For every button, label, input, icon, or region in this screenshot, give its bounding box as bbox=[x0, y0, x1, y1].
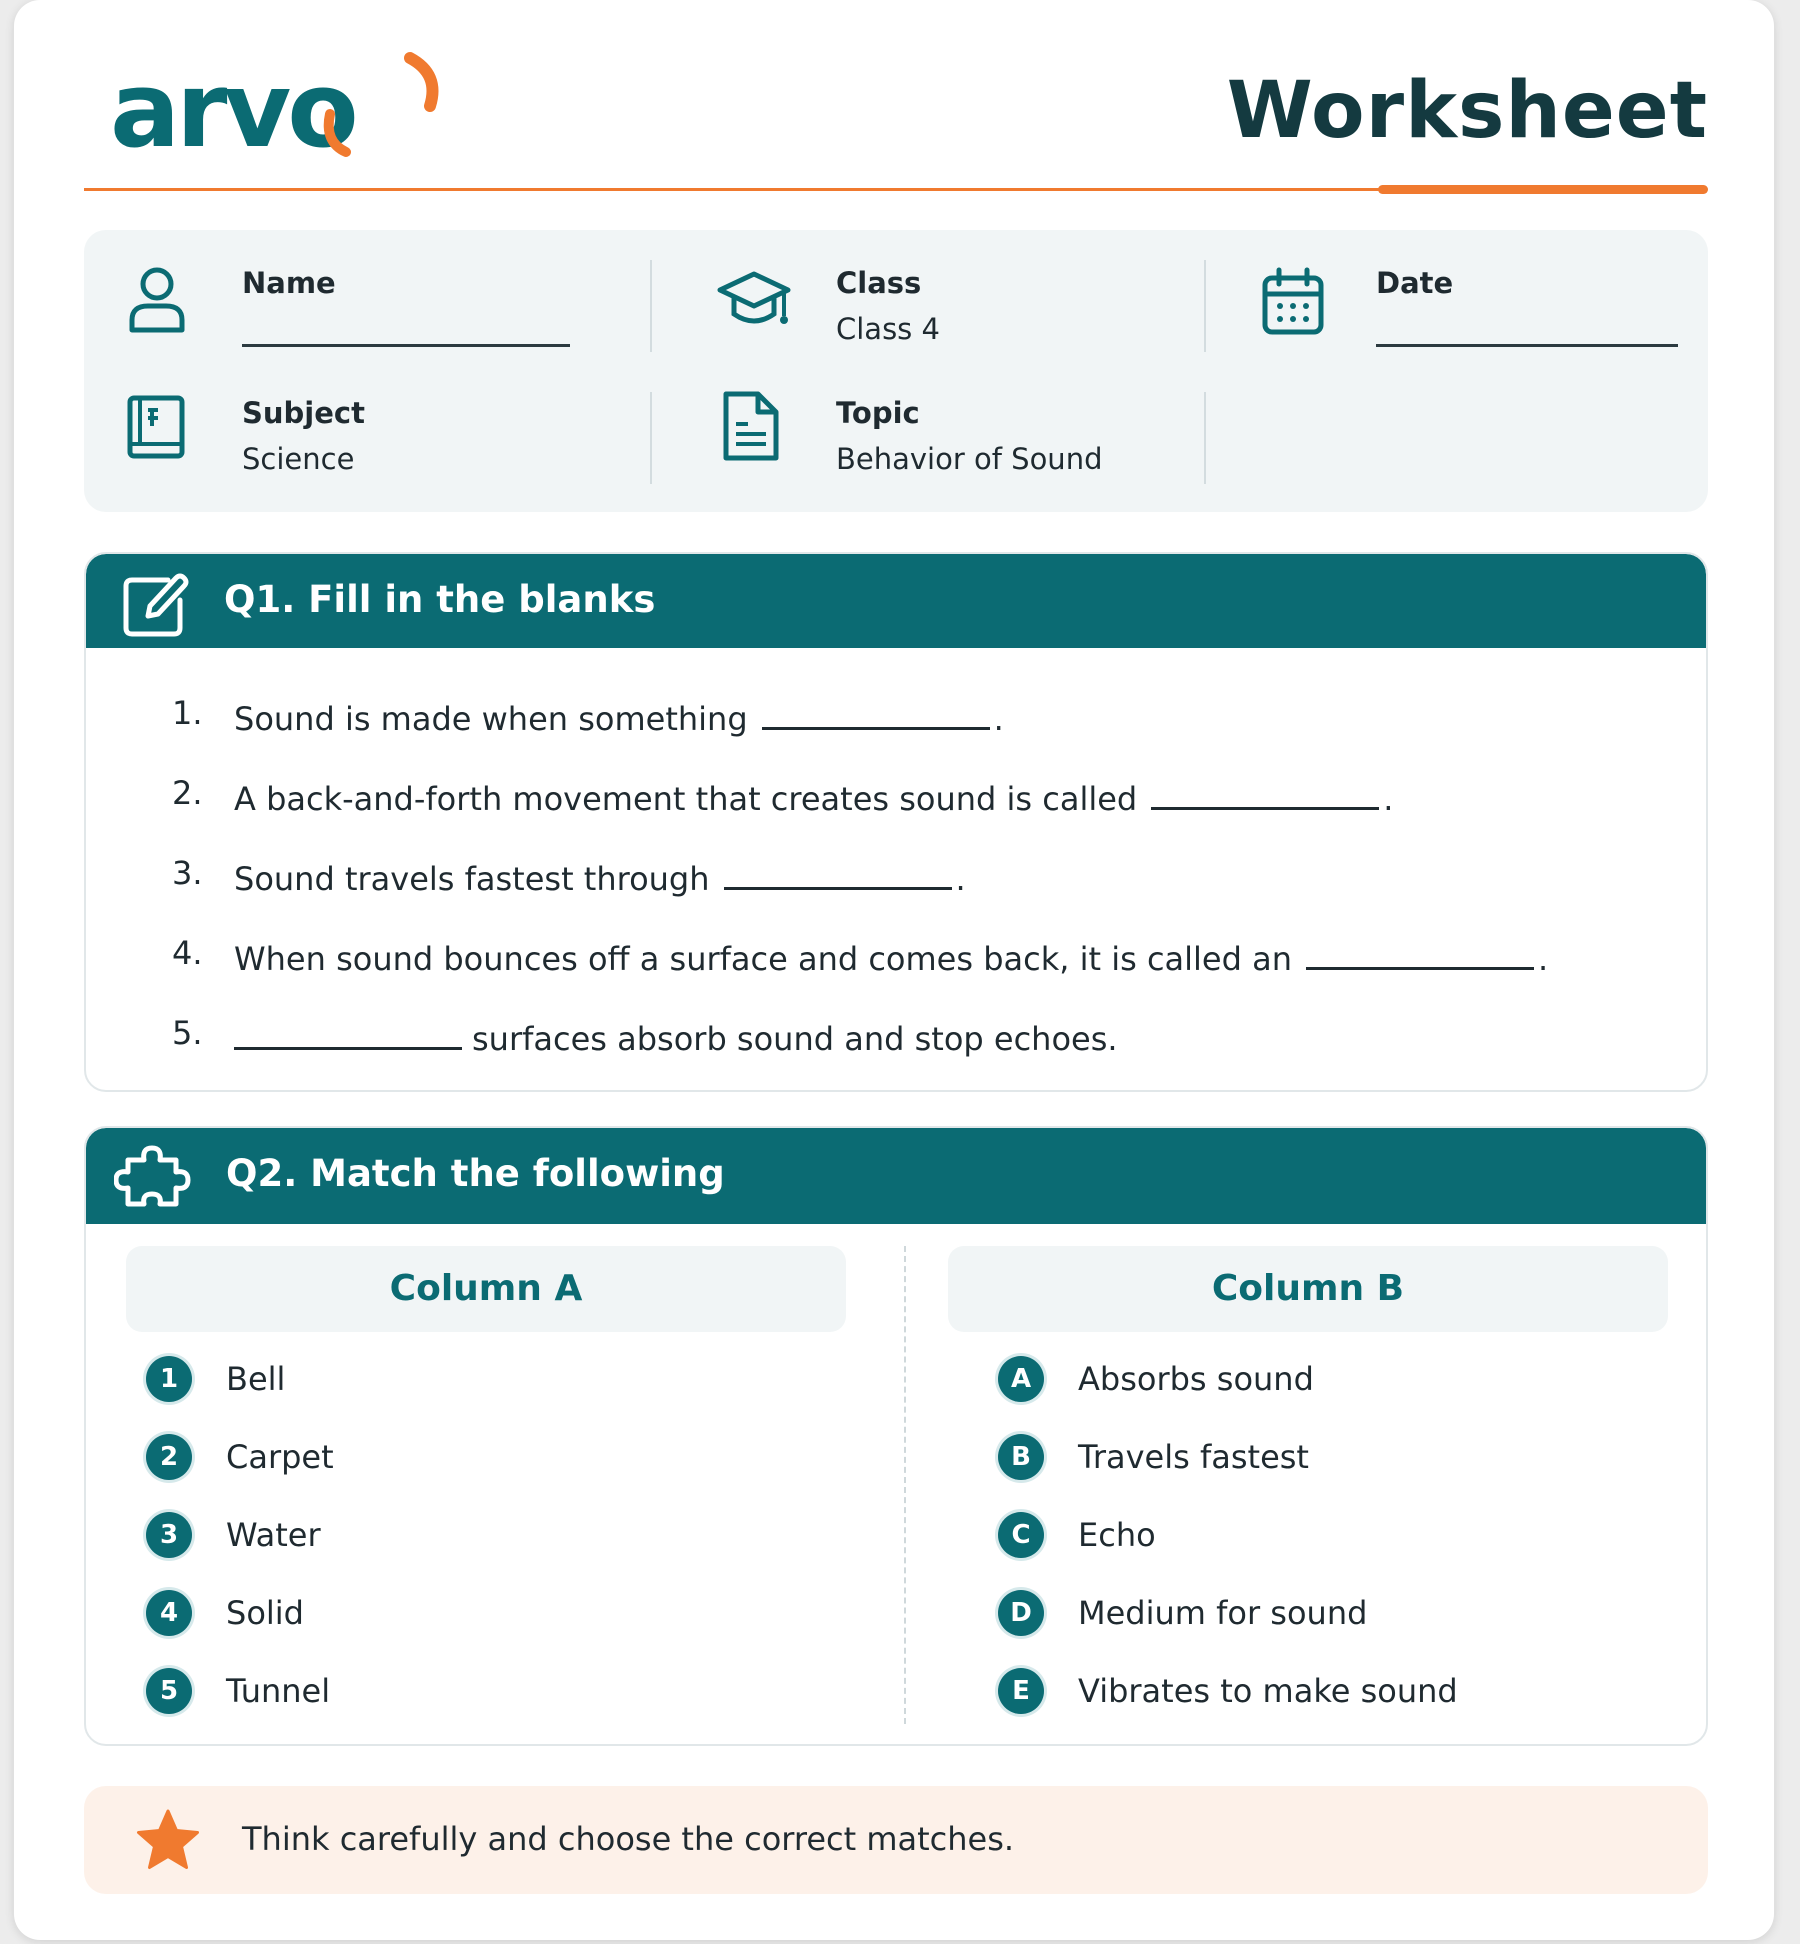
info-divider bbox=[650, 392, 652, 484]
column-a-item[interactable] bbox=[146, 1666, 330, 1716]
q1-item-text: Sound travels fastest through bbox=[234, 860, 710, 898]
q1-item-number: 1. bbox=[172, 694, 203, 732]
q2-header bbox=[86, 1128, 1706, 1224]
q1-item-tail: . bbox=[1537, 940, 1549, 978]
q2-title: Q2. Match the following bbox=[226, 1152, 725, 1195]
column-a-item[interactable] bbox=[146, 1588, 304, 1638]
class-label: Class bbox=[836, 266, 922, 300]
answer-blank[interactable] bbox=[724, 854, 952, 890]
q1-section bbox=[84, 552, 1708, 1092]
star-icon bbox=[136, 1808, 200, 1872]
column-a-item-text: Solid bbox=[226, 1594, 304, 1632]
q1-item-number: 3. bbox=[172, 854, 203, 892]
tip-note bbox=[84, 1786, 1708, 1894]
topic-value: Behavior of Sound bbox=[836, 442, 1103, 476]
graduation-cap-icon bbox=[716, 264, 792, 336]
column-a-item[interactable] bbox=[146, 1354, 285, 1404]
q1-item-number: 2. bbox=[172, 774, 203, 812]
q2-section bbox=[84, 1126, 1708, 1746]
column-a-item-text: Bell bbox=[226, 1360, 286, 1398]
user-icon bbox=[124, 264, 190, 336]
number-badge: 1 bbox=[146, 1356, 192, 1402]
column-b-item-text: Travels fastest bbox=[1078, 1438, 1309, 1476]
q1-item-text: Sound is made when something bbox=[234, 700, 748, 738]
name-label: Name bbox=[242, 266, 336, 300]
column-b-item[interactable] bbox=[998, 1510, 1156, 1560]
answer-blank[interactable] bbox=[1151, 774, 1379, 810]
answer-blank[interactable] bbox=[234, 1014, 462, 1050]
info-divider bbox=[1204, 392, 1206, 484]
q1-item-number: 4. bbox=[172, 934, 203, 972]
svg-text:arvo: arvo bbox=[110, 49, 355, 164]
column-b-item-text: Absorbs sound bbox=[1078, 1360, 1314, 1398]
q1-header bbox=[86, 554, 1706, 648]
info-divider bbox=[1204, 260, 1206, 352]
q1-title: Q1. Fill in the blanks bbox=[224, 578, 656, 621]
column-b-item[interactable] bbox=[998, 1354, 1314, 1404]
arvo-logo bbox=[110, 44, 440, 164]
letter-badge: A bbox=[998, 1356, 1044, 1402]
calendar-icon bbox=[1260, 266, 1326, 338]
column-a-item[interactable] bbox=[146, 1432, 334, 1482]
column-b-header: Column B bbox=[948, 1246, 1668, 1332]
column-separator bbox=[904, 1246, 906, 1724]
letter-badge: E bbox=[998, 1668, 1044, 1714]
document-icon bbox=[718, 390, 784, 462]
subject-value: Science bbox=[242, 442, 355, 476]
q1-item-text: When sound bounces off a surface and comes back, it is called an bbox=[234, 940, 1292, 978]
column-b-item[interactable] bbox=[998, 1666, 1458, 1716]
number-badge: 4 bbox=[146, 1590, 192, 1636]
pencil-edit-icon bbox=[120, 568, 190, 638]
student-info-panel bbox=[84, 230, 1708, 512]
column-a-header: Column A bbox=[126, 1246, 846, 1332]
q1-item-tail: . bbox=[955, 860, 966, 898]
letter-badge: B bbox=[998, 1434, 1044, 1480]
q1-item-tail: surfaces absorb sound and stop echoes. bbox=[472, 1020, 1118, 1058]
number-badge: 3 bbox=[146, 1512, 192, 1558]
topic-label: Topic bbox=[836, 396, 920, 430]
column-a-item-text: Water bbox=[226, 1516, 321, 1554]
column-b-item-text: Echo bbox=[1078, 1516, 1156, 1554]
q1-item-text: A back-and-forth movement that creates sound is called bbox=[234, 780, 1138, 818]
letter-badge: C bbox=[998, 1512, 1044, 1558]
answer-blank[interactable] bbox=[762, 694, 990, 730]
info-divider bbox=[650, 260, 652, 352]
column-b-item-text: Vibrates to make sound bbox=[1078, 1672, 1458, 1710]
puzzle-icon bbox=[114, 1142, 192, 1212]
answer-blank[interactable] bbox=[1306, 934, 1534, 970]
name-field[interactable] bbox=[242, 344, 570, 347]
tip-text: Think carefully and choose the correct matches. bbox=[242, 1820, 1015, 1858]
book-icon bbox=[124, 392, 190, 464]
column-b-item[interactable] bbox=[998, 1588, 1367, 1638]
q1-item-number: 5. bbox=[172, 1014, 203, 1052]
class-value: Class 4 bbox=[836, 312, 940, 346]
q1-item-tail: . bbox=[1383, 780, 1394, 818]
q1-item-tail: . bbox=[993, 700, 1004, 738]
column-a-item-text: Tunnel bbox=[226, 1672, 331, 1710]
number-badge: 5 bbox=[146, 1668, 192, 1714]
column-b-item[interactable] bbox=[998, 1432, 1309, 1482]
column-a-item[interactable] bbox=[146, 1510, 321, 1560]
number-badge: 2 bbox=[146, 1434, 192, 1480]
header-divider-accent bbox=[1378, 185, 1708, 194]
worksheet-page bbox=[14, 0, 1774, 1940]
column-b-item-text: Medium for sound bbox=[1078, 1594, 1368, 1632]
date-label: Date bbox=[1376, 266, 1454, 300]
page-title: Worksheet bbox=[1226, 66, 1708, 156]
date-field[interactable] bbox=[1376, 344, 1678, 347]
subject-label: Subject bbox=[242, 396, 365, 430]
letter-badge: D bbox=[998, 1590, 1044, 1636]
column-a-item-text: Carpet bbox=[226, 1438, 334, 1476]
